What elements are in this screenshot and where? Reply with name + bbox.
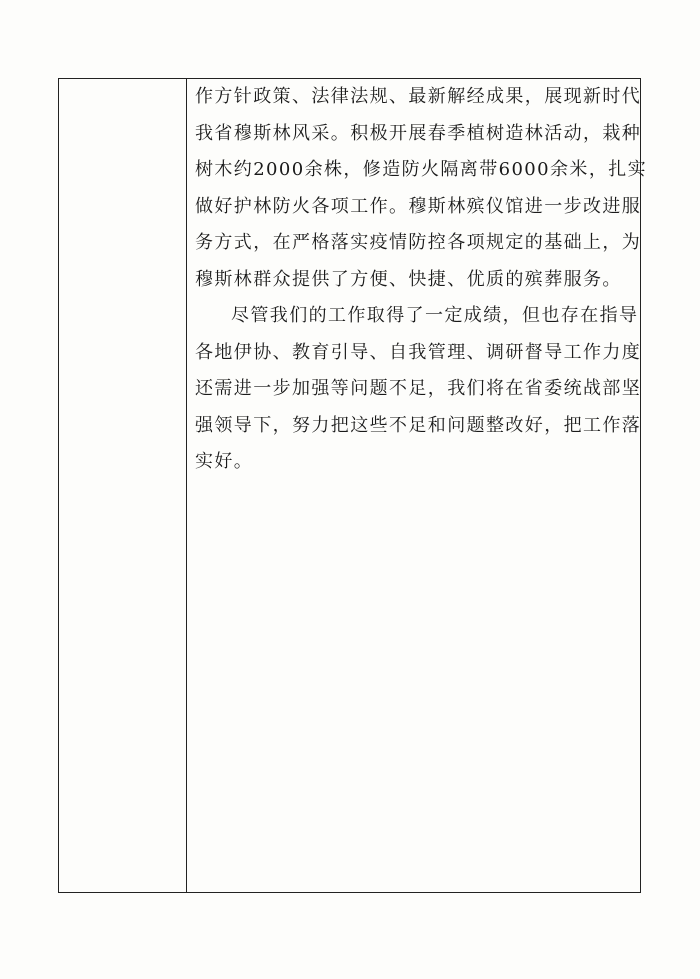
text-line: 还需进一步加强等问题不足，我们将在省委统战部坚 xyxy=(195,378,642,399)
text-line: 穆斯林群众提供了方便、快捷、优质的殡葬服务。 xyxy=(195,268,622,290)
text-line: 做好护林防火各项工作。穆斯林殡仪馆进一步改进服 xyxy=(195,195,642,217)
text-line: 实好。 xyxy=(195,451,254,472)
text-line: 强领导下，努力把这些不足和问题整改好，把工作落 xyxy=(195,414,642,436)
text-line: 各地伊协、教育引导、自我管理、调研督导工作力度 xyxy=(195,341,642,363)
body-text xyxy=(195,79,648,481)
text-line: 尽管我们的工作取得了一定成绩，但也存在指导 xyxy=(231,305,639,326)
text-line: 我省穆斯林风采。积极开展春季植树造林活动，栽种 xyxy=(195,122,642,144)
text-line: 树木约2000余株，修造防火隔离带6000余米，扎实 xyxy=(195,159,648,180)
content-column-cell xyxy=(187,79,648,892)
label-column-cell xyxy=(59,79,187,892)
text-line: 务方式，在严格落实疫情防控各项规定的基础上，为 xyxy=(195,232,642,253)
text-line: 作方针政策、法律法规、最新解经成果，展现新时代 xyxy=(195,86,642,107)
form-table xyxy=(58,78,648,893)
